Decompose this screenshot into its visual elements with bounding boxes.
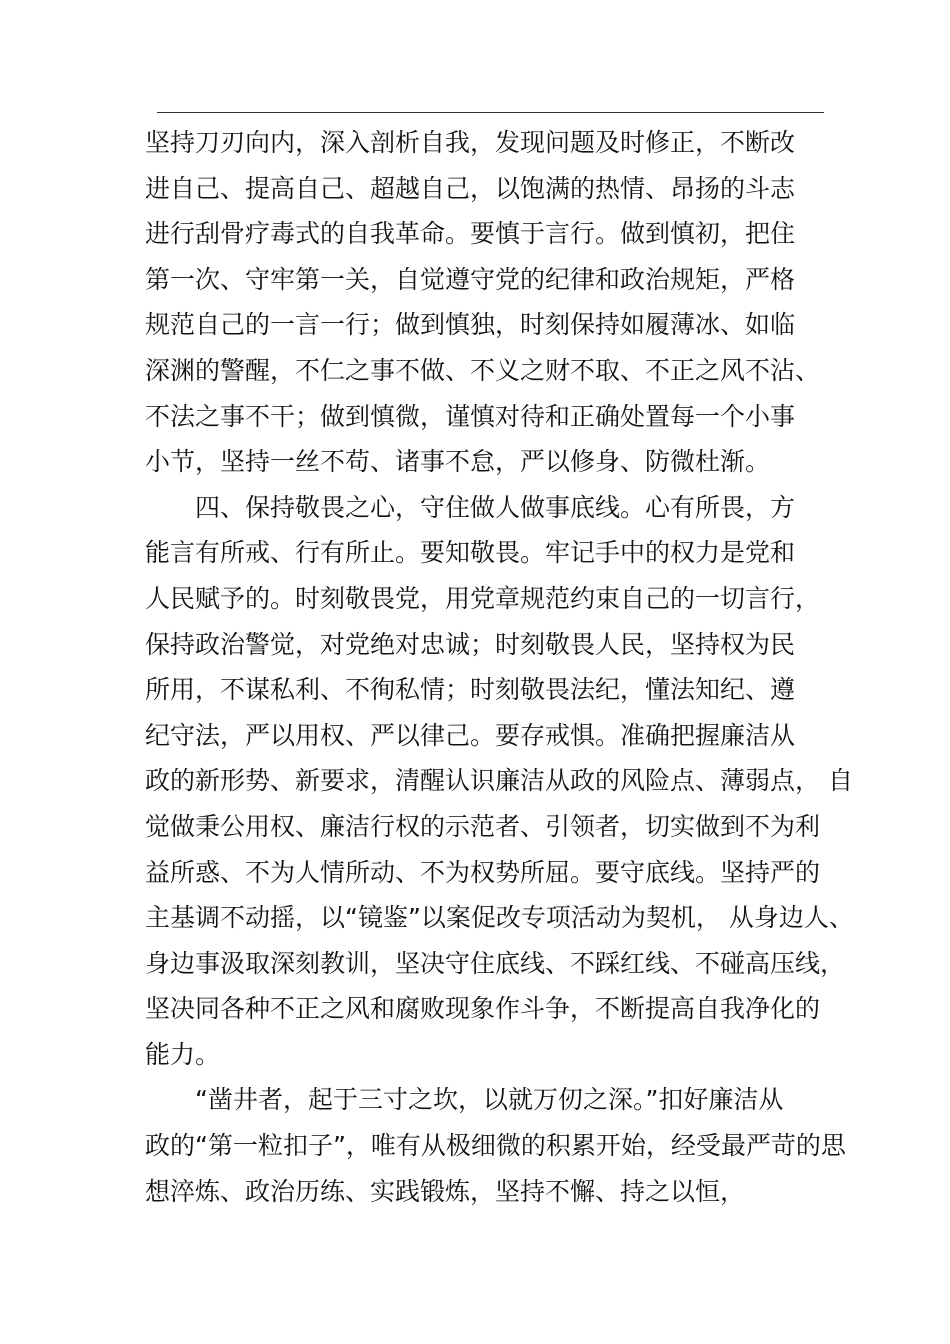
text-line: 人民赋予的。时刻敬畏党，用党章规范约束自己的一切言行， xyxy=(145,583,821,613)
section-heading-line: 四、保持敬畏之心，守住做人做事底线。心有所畏，方 xyxy=(195,492,796,522)
text-line: 保持政治警觉，对党绝对忠诚；时刻敬畏人民，坚持权为民 xyxy=(145,629,796,659)
document-body xyxy=(145,120,854,1214)
text-line: “凿井者，起于三寸之坎，以就万仞之深。”扣好廉洁从 xyxy=(195,1085,784,1115)
paragraph-section-four xyxy=(145,485,854,1078)
text-line: 纪守法，严以用权、严以律己。要存戒惧。准确把握廉洁从 xyxy=(145,720,796,750)
text-line: 益所惑、不为人情所动、不为权势所屈。要守底线。坚持严的 xyxy=(145,857,821,887)
text-line: 不法之事不干；做到慎微，谨慎对待和正确处置每一个小事 xyxy=(145,401,796,431)
text-line: 坚决同各种不正之风和腐败现象作斗争，不断提高自我净化的 xyxy=(145,994,821,1024)
text-line: 深渊的警醒，不仁之事不做、不义之财不取、不正之风不沾、 xyxy=(145,355,821,385)
text-line: 小节，坚持一丝不苟、诸事不怠，严以修身、防微杜渐。 xyxy=(145,447,771,477)
text-line: 进行刮骨疗毒式的自我革命。要慎于言行。做到慎初，把住 xyxy=(145,219,796,249)
text-line: 所用，不谋私利、不徇私情；时刻敬畏法纪，懂法知纪、遵 xyxy=(145,675,796,705)
text-line: 觉做秉公用权、廉洁行权的示范者、引领者，切实做到不为利 xyxy=(145,811,821,841)
text-line: 进自己、提高自己、超越自己，以饱满的热情、昂扬的斗志 xyxy=(145,173,796,203)
text-line: 坚持刀刃向内，深入剖析自我，发现问题及时修正，不断改 xyxy=(145,128,796,157)
text-line: 想淬炼、政治历练、实践锻炼，坚持不懈、持之以恒， xyxy=(145,1176,746,1206)
paragraph-closing xyxy=(145,1077,846,1214)
text-line: 第一次、守牢第一关，自觉遵守党的纪律和政治规矩，严格 xyxy=(145,264,796,294)
text-line: 身边事汲取深刻教训，坚决守住底线、不踩红线、不碰高压线， xyxy=(145,948,846,978)
paragraph-continued xyxy=(145,120,825,485)
text-line: 政的“第一粒扣子”，唯有从极细微的积累开始，经受最严苛的思 xyxy=(145,1131,846,1161)
text-line: 规范自己的一言一行；做到慎独，时刻保持如履薄冰、如临 xyxy=(145,310,796,340)
text-line: 能力。 xyxy=(145,1039,221,1069)
text-line: 能言有所戒、行有所止。要知敬畏。牢记手中的权力是党和 xyxy=(145,538,796,568)
text-line: 主基调不动摇，以“镜鉴”以案促改专项活动为契机， 从身边人、 xyxy=(145,903,854,933)
header-rule xyxy=(157,112,824,113)
text-line: 政的新形势、新要求，清醒认识廉洁从政的风险点、薄弱点， 自 xyxy=(145,766,853,796)
